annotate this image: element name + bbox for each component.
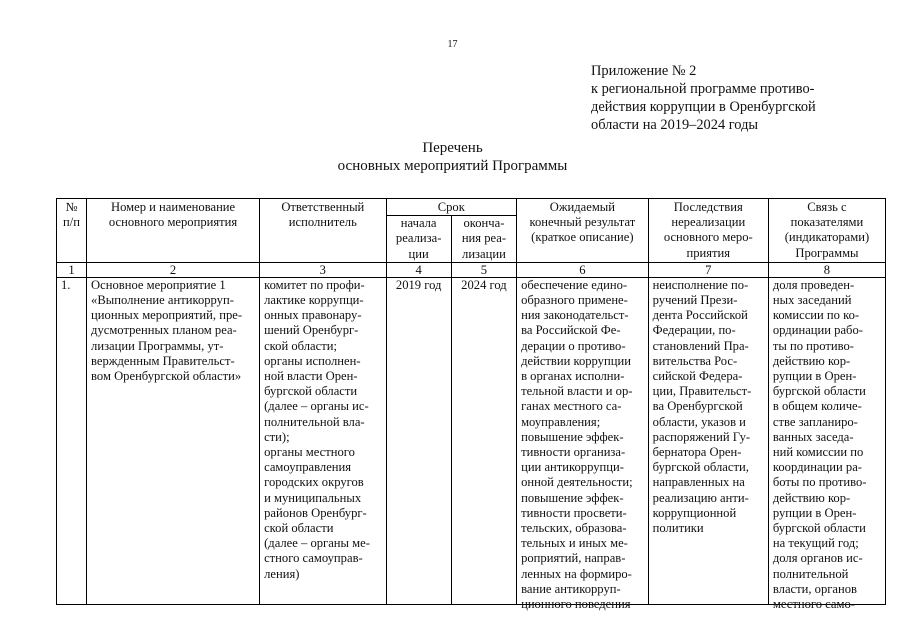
cell-text-line: комитет по профи-: [264, 277, 365, 292]
cell-text-line: ручений Прези-: [652, 293, 738, 308]
cell-text-line: бургской области: [772, 384, 866, 399]
cell-text-line: лизации Программы, ут-: [91, 338, 224, 353]
appendix-line: Приложение № 2: [591, 63, 697, 79]
cell-text-line: повышение эффек-: [521, 429, 624, 444]
cell-text-line: (далее – органы ис-: [264, 399, 369, 414]
cell-text-line: ординации рабо-: [772, 323, 863, 338]
start-cell: 2019 год: [386, 277, 451, 604]
cell-text-line: «Выполнение антикорруп-: [91, 293, 234, 308]
cell-text-line: местного само-: [772, 597, 855, 612]
cell-text-line: координации ра-: [772, 460, 863, 475]
cell-text-line: городских округов: [264, 475, 364, 490]
executor-cell: [260, 277, 386, 604]
cell-text-line: обеспечение едино-: [521, 277, 628, 292]
cell-text-line: вительства Рос-: [652, 353, 738, 368]
cell-text-line: ции, Правительст-: [652, 384, 752, 399]
cell-text-line: ганах местного са-: [521, 399, 622, 414]
column-number: 2: [87, 262, 260, 277]
cell-text-line: образного примене-: [521, 293, 628, 308]
cell-text-line: бургской области,: [652, 460, 749, 475]
cell-text-line: действии коррупции: [521, 353, 631, 368]
cell-text-line: ленных на формиро-: [521, 566, 632, 581]
cell-text-line: дерации о противо-: [521, 338, 626, 353]
cell-text-line: политики: [652, 521, 704, 536]
column-number: 7: [648, 262, 768, 277]
appendix-note: [591, 62, 891, 134]
cell-text-line: комиссии по ко-: [772, 308, 860, 323]
event-cell: [87, 277, 260, 604]
cell-text-line: действию кор-: [772, 490, 851, 505]
cell-text-line: рупции в Орен-: [772, 505, 857, 520]
cell-text-line: онной деятельности;: [521, 475, 633, 490]
cell-text-line: бургской области: [772, 521, 866, 536]
cell-text-line: ва Российской Фе-: [521, 323, 621, 338]
cell-text-line: ванных заседа-: [772, 429, 854, 444]
cell-text-line: повышение эффек-: [521, 490, 624, 505]
end-cell: 2024 год: [451, 277, 516, 604]
cell-text-line: неисполнение по-: [652, 277, 749, 292]
cell-text-line: ты по противо-: [772, 338, 854, 353]
cell-text-line: дента Российской: [652, 308, 748, 323]
cell-text-line: Федерации, по-: [652, 323, 736, 338]
row-number: 1.: [57, 277, 87, 604]
cell-text-line: дусмотренных планом реа-: [91, 323, 237, 338]
column-numbers-row: [57, 262, 886, 277]
cell-text-line: стного самоуправ-: [264, 551, 363, 566]
cell-text-line: реализацию анти-: [652, 490, 749, 505]
cell-text-line: ления): [264, 566, 300, 581]
cell-text-line: доля органов ис-: [772, 551, 863, 566]
result-cell: [517, 277, 649, 612]
cell-text-line: самоуправления: [264, 460, 352, 475]
title-line: основных мероприятий Программы: [337, 158, 568, 174]
cell-text-line: органы исполнен-: [264, 353, 361, 368]
appendix-line: к региональной программе противо-: [591, 81, 815, 97]
col-header-indicators: Связь с показателями (индикаторами) Программы: [768, 199, 885, 263]
cell-text-line: ной власти Орен-: [264, 369, 358, 384]
cell-text-line: тельной власти и ор-: [521, 384, 633, 399]
col-header-result: Ожидаемый конечный результат (краткое описание): [517, 199, 649, 263]
cell-text-line: онных правонару-: [264, 308, 362, 323]
table-row: [57, 277, 886, 604]
cell-text-line: органы местного: [264, 445, 355, 460]
cell-text-line: распоряжений Гу-: [652, 429, 751, 444]
appendix-line: области на 2019–2024 годы: [591, 117, 759, 133]
cell-text-line: шений Оренбург-: [264, 323, 359, 338]
column-number: 5: [451, 262, 516, 277]
title-line: Перечень: [422, 140, 483, 156]
indicators-cell: [768, 277, 885, 612]
page-number: 17: [447, 39, 458, 50]
col-header-start: начала реализа- ции: [386, 216, 451, 263]
cell-text-line: ния законодательст-: [521, 308, 629, 323]
cell-text-line: ской области: [264, 521, 334, 536]
cell-text-line: лактике коррупци-: [264, 293, 364, 308]
column-number: 6: [517, 262, 649, 277]
cell-text-line: в общем количе-: [772, 399, 862, 414]
cell-text-line: (далее – органы ме-: [264, 536, 370, 551]
column-number: 3: [260, 262, 386, 277]
measures-table: [56, 198, 886, 612]
cell-text-line: районов Оренбург-: [264, 505, 367, 520]
cell-text-line: бернатора Орен-: [652, 445, 742, 460]
cell-text-line: и муниципальных: [264, 490, 362, 505]
cell-text-line: ции антикоррупци-: [521, 460, 624, 475]
cell-text-line: бургской области: [264, 384, 358, 399]
cell-text-line: боты по противо-: [772, 475, 867, 490]
cell-text-line: полнительной: [772, 566, 849, 581]
col-header-end: оконча- ния реа- лизации: [451, 216, 516, 263]
cell-text-line: Основное мероприятие 1: [91, 277, 226, 292]
cell-text-line: ва Оренбургской: [652, 399, 743, 414]
cell-text-line: на текущий год;: [772, 536, 859, 551]
cell-text-line: коррупционной: [652, 505, 737, 520]
cell-text-line: доля проведен-: [772, 277, 855, 292]
cell-text-line: вержденным Правительст-: [91, 353, 235, 368]
cell-text-line: стве запланиро-: [772, 414, 858, 429]
cell-text-line: области, указов и: [652, 414, 746, 429]
cell-text-line: сийской Федера-: [652, 369, 743, 384]
appendix-line: действия коррупции в Оренбургской: [591, 99, 816, 115]
cell-text-line: становлений Пра-: [652, 338, 749, 353]
cell-text-line: ской области;: [264, 338, 337, 353]
col-header-number: № п/п: [57, 199, 87, 263]
cell-text-line: рупции в Орен-: [772, 369, 857, 384]
col-header-event: Номер и наименование основного мероприятия: [87, 199, 260, 263]
cell-text-line: полнительной вла-: [264, 414, 365, 429]
column-number: 1: [57, 262, 87, 277]
cell-text-line: роприятий, направ-: [521, 551, 626, 566]
cell-text-line: ционного поведения: [521, 597, 631, 612]
document-title: [0, 139, 905, 175]
cell-text-line: направленных на: [652, 475, 745, 490]
cell-text-line: вание антикорруп-: [521, 581, 621, 596]
cell-text-line: власти, органов: [772, 581, 857, 596]
cell-text-line: моуправления;: [521, 414, 601, 429]
cell-text-line: ционных мероприятий, пре-: [91, 308, 243, 323]
col-header-term: Срок: [386, 199, 517, 216]
col-header-consequences: Последствия нереализации основного меро- приятия: [648, 199, 768, 263]
cell-text-line: тельных и иных ме-: [521, 536, 628, 551]
column-number: 4: [386, 262, 451, 277]
cell-text-line: вом Оренбургской области»: [91, 369, 242, 384]
cell-text-line: тельских, образова-: [521, 521, 627, 536]
cell-text-line: тивности просвети-: [521, 505, 627, 520]
cell-text-line: тивности организа-: [521, 445, 626, 460]
cell-text-line: в органах исполни-: [521, 369, 625, 384]
cell-text-line: действию кор-: [772, 353, 851, 368]
cell-text-line: ных заседаний: [772, 293, 852, 308]
cell-text-line: сти);: [264, 429, 290, 444]
consequences-cell: [648, 277, 768, 604]
col-header-executor: Ответственный исполнитель: [260, 199, 386, 263]
header-row: [57, 199, 886, 216]
cell-text-line: ний комиссии по: [772, 445, 864, 460]
column-number: 8: [768, 262, 885, 277]
